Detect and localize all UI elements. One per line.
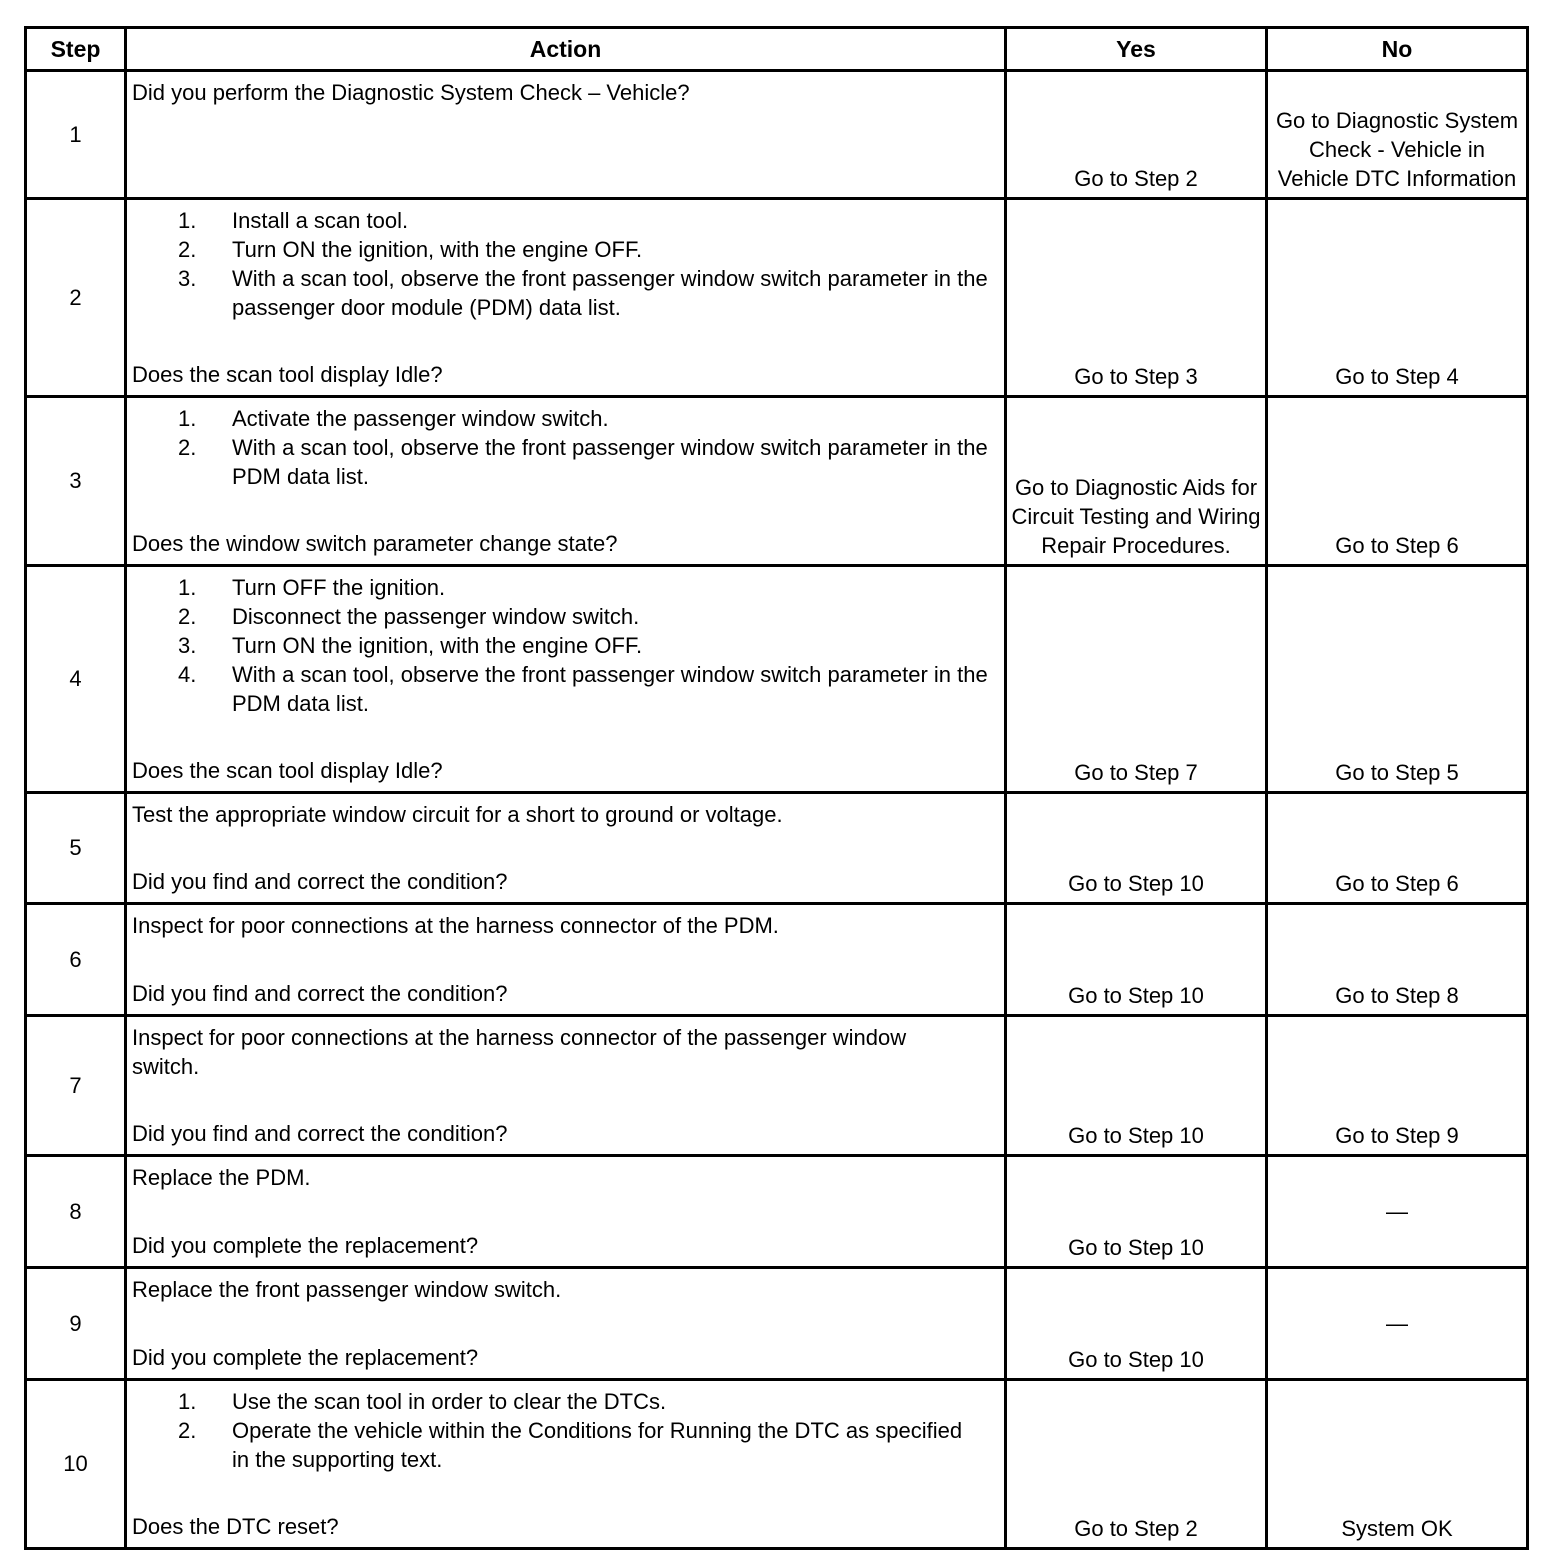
header-action: Action [126, 28, 1006, 71]
action-steps [132, 206, 1000, 322]
action-cell [126, 1380, 1006, 1549]
table-row [26, 904, 1528, 1016]
action-text: Did you perform the Diagnostic System Check – Vehicle? [132, 80, 690, 105]
step-number: 6 [26, 904, 126, 1016]
yes-result: Go to Step 10 [1006, 1016, 1267, 1156]
list-item: 1. Install a scan tool. [178, 208, 409, 233]
action-question: Did you find and correct the condition? [132, 869, 508, 894]
action-cell [126, 1016, 1006, 1156]
action-text: Inspect for poor connections at the harness connector of the PDM. [132, 913, 779, 938]
header-yes: Yes [1006, 28, 1267, 71]
action-question: Did you find and correct the condition? [132, 981, 508, 1006]
action-cell [126, 566, 1006, 793]
list-item: 2. Turn ON the ignition, with the engine OFF. [178, 237, 643, 262]
yes-result: Go to Step 2 [1006, 1380, 1267, 1549]
action-steps [132, 573, 1000, 718]
no-result: Go to Step 9 [1267, 1016, 1528, 1156]
action-steps [132, 1387, 1000, 1474]
list-item: 3. Turn ON the ignition, with the engine OFF. [178, 633, 643, 658]
action-text: Replace the PDM. [132, 1165, 311, 1190]
action-question: Does the DTC reset? [132, 1514, 339, 1539]
action-text: Test the appropriate window circuit for a short to ground or voltage. [132, 802, 783, 827]
action-question: Does the scan tool display Idle? [132, 758, 443, 783]
step-number: 5 [26, 793, 126, 904]
no-result: — [1267, 1156, 1528, 1268]
list-item: 2. Operate the vehicle within the Conditions for Running the DTC as specified in the supporting text. [178, 1418, 963, 1472]
list-item: 4. With a scan tool, observe the front passenger window switch parameter in the PDM data list. [178, 662, 988, 716]
no-result: Go to Step 6 [1267, 793, 1528, 904]
yes-result: Go to Step 10 [1006, 904, 1267, 1016]
yes-result: Go to Step 3 [1006, 199, 1267, 397]
action-cell [126, 904, 1006, 1016]
list-item: 2. Disconnect the passenger window switch. [178, 604, 640, 629]
action-question: Does the scan tool display Idle? [132, 362, 443, 387]
table-row [26, 1156, 1528, 1268]
no-result: Go to Step 8 [1267, 904, 1528, 1016]
action-cell [126, 71, 1006, 199]
table-row [26, 71, 1528, 199]
step-number: 7 [26, 1016, 126, 1156]
header-step: Step [26, 28, 126, 71]
table-row [26, 397, 1528, 566]
no-result: — [1267, 1268, 1528, 1380]
yes-result: Go to Step 10 [1006, 1156, 1267, 1268]
action-cell [126, 199, 1006, 397]
no-result: System OK [1267, 1380, 1528, 1549]
table-row [26, 1380, 1528, 1549]
no-result: Go to Diagnostic System Check - Vehicle in Vehicle DTC Information [1267, 71, 1528, 199]
list-item: 3. With a scan tool, observe the front passenger window switch parameter in the passenger door module (PDM) data list. [178, 266, 988, 320]
list-item: 1. Activate the passenger window switch. [178, 406, 609, 431]
action-question: Does the window switch parameter change state? [132, 531, 618, 556]
header-row [26, 28, 1528, 71]
action-question: Did you complete the replacement? [132, 1233, 479, 1258]
step-number: 10 [26, 1380, 126, 1549]
action-cell [126, 1268, 1006, 1380]
no-result: Go to Step 6 [1267, 397, 1528, 566]
table-row [26, 793, 1528, 904]
step-number: 8 [26, 1156, 126, 1268]
action-question: Did you complete the replacement? [132, 1345, 479, 1370]
action-question: Did you find and correct the condition? [132, 1121, 508, 1146]
diagnostic-table [24, 26, 1529, 1550]
list-item: 1. Turn OFF the ignition. [178, 575, 446, 600]
list-item: 2. With a scan tool, observe the front passenger window switch parameter in the PDM data list. [178, 435, 988, 489]
yes-result: Go to Step 7 [1006, 566, 1267, 793]
no-result: Go to Step 4 [1267, 199, 1528, 397]
yes-result: Go to Step 2 [1006, 71, 1267, 199]
action-text: Inspect for poor connections at the harness connector of the passenger window switch. [132, 1025, 907, 1079]
action-cell [126, 1156, 1006, 1268]
table-row [26, 566, 1528, 793]
table-row [26, 1016, 1528, 1156]
step-number: 1 [26, 71, 126, 199]
step-number: 2 [26, 199, 126, 397]
step-number: 3 [26, 397, 126, 566]
action-cell [126, 793, 1006, 904]
list-item: 1. Use the scan tool in order to clear the DTCs. [178, 1389, 667, 1414]
step-number: 9 [26, 1268, 126, 1380]
step-number: 4 [26, 566, 126, 793]
yes-result: Go to Diagnostic Aids for Circuit Testing and Wiring Repair Procedures. [1006, 397, 1267, 566]
yes-result: Go to Step 10 [1006, 1268, 1267, 1380]
action-text: Replace the front passenger window switch. [132, 1277, 562, 1302]
header-no: No [1267, 28, 1528, 71]
table-row [26, 1268, 1528, 1380]
action-steps [132, 404, 1000, 491]
no-result: Go to Step 5 [1267, 566, 1528, 793]
action-cell [126, 397, 1006, 566]
table-row [26, 199, 1528, 397]
yes-result: Go to Step 10 [1006, 793, 1267, 904]
